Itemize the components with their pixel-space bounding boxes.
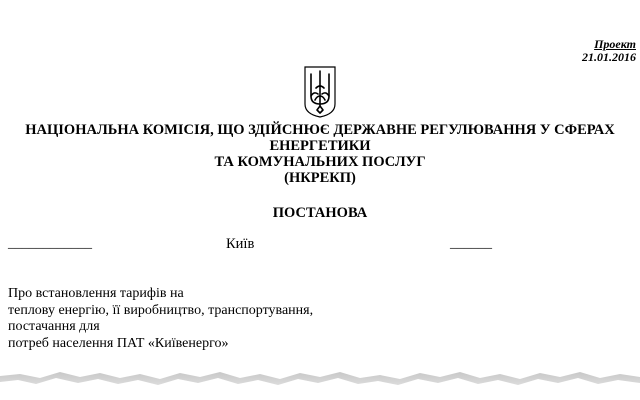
date-blank-left: ____________ <box>8 236 92 251</box>
resolution-subject <box>8 286 313 352</box>
draft-stamp <box>582 38 636 64</box>
number-blank-right: ______ <box>450 236 492 251</box>
subject-line-3: постачання для <box>8 319 100 334</box>
subject-line-1: Про встановлення тарифів на <box>8 286 184 301</box>
title-line-2: ЕНЕРГЕТИКИ <box>269 138 371 154</box>
draft-date: 21.01.2016 <box>582 50 636 64</box>
commission-title <box>20 122 620 186</box>
title-line-3: ТА КОМУНАЛЬНИХ ПОСЛУГ <box>214 154 426 170</box>
city-name: Київ <box>226 236 255 252</box>
title-line-1: НАЦІОНАЛЬНА КОМІСІЯ, ЩО ЗДІЙСНЮЄ ДЕРЖАВНЕ РЕГУЛЮВАННЯ У СФЕРАХ <box>25 122 615 138</box>
document-type-heading: ПОСТАНОВА <box>272 205 368 221</box>
draft-label: Проект <box>594 37 636 51</box>
title-line-4: (НКРЕКП) <box>284 170 356 186</box>
subject-line-2: теплову енергію, її виробництво, транспортування, <box>8 302 314 318</box>
torn-page-edge <box>0 366 640 400</box>
trident-coat-of-arms-icon <box>303 66 337 118</box>
subject-line-4: потреб населення ПАТ «Київенерго» <box>8 335 229 351</box>
